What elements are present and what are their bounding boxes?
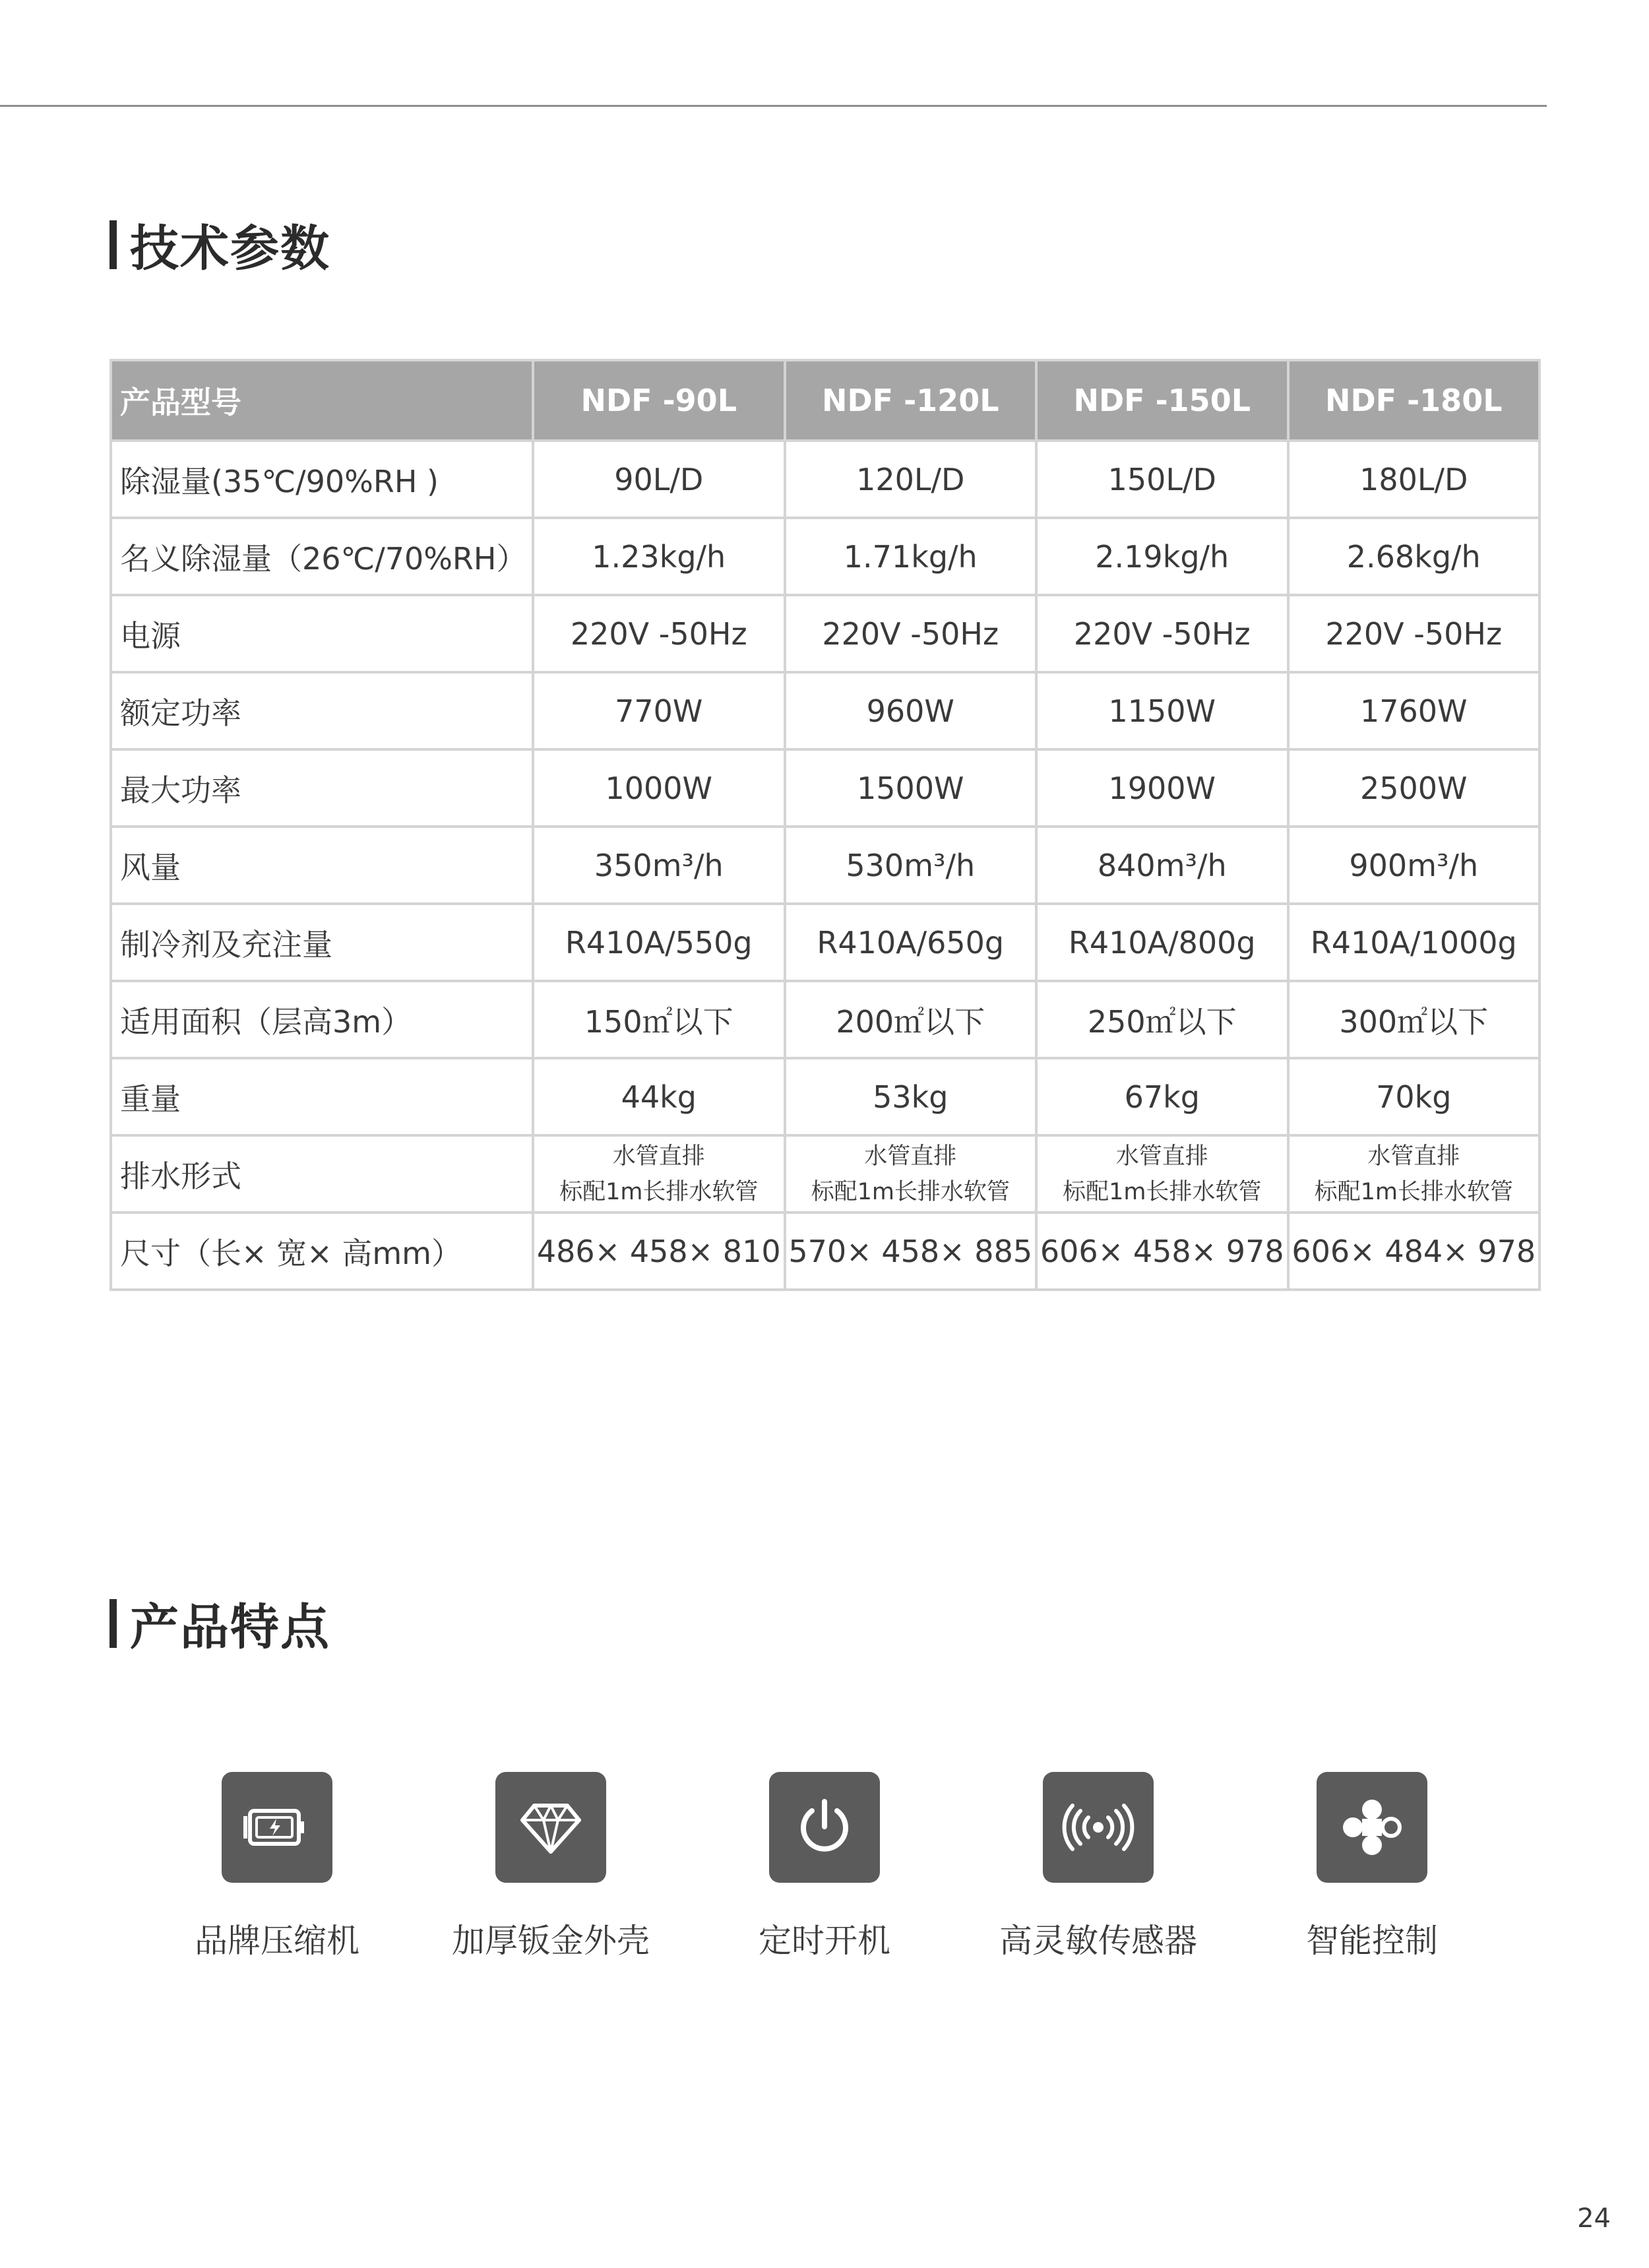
- top-divider: [0, 105, 1547, 107]
- feature-item: [439, 1772, 663, 1962]
- table-cell: [1036, 1135, 1288, 1213]
- table-cell: 1760W: [1288, 672, 1540, 749]
- diamond-icon-svg: [514, 1791, 587, 1864]
- table-row: [111, 595, 1540, 672]
- drain-line-2: 标配1m长排水软管: [1063, 1178, 1262, 1205]
- table-cell: 250㎡以下: [1036, 981, 1288, 1058]
- feature-item: [165, 1772, 389, 1962]
- feature-label: 智能控制: [1306, 1922, 1438, 1960]
- feature-item: [986, 1772, 1210, 1962]
- row-label: 尺寸（长× 宽× 高mm）: [111, 1213, 533, 1290]
- row-label: 最大功率: [111, 749, 533, 827]
- table-row: [111, 518, 1540, 595]
- table-row: [111, 1135, 1540, 1213]
- table-row: [111, 1213, 1540, 1290]
- page-number: 24: [1577, 2203, 1611, 2234]
- row-label: 适用面积（层高3m）: [111, 981, 533, 1058]
- feature-label: 定时开机: [759, 1922, 890, 1960]
- row-label: 重量: [111, 1058, 533, 1135]
- table-cell: 180L/D: [1288, 441, 1540, 518]
- feature-item: [712, 1772, 937, 1962]
- drain-line-1: 水管直排: [1115, 1143, 1208, 1170]
- table-row: [111, 1058, 1540, 1135]
- table-row: [111, 981, 1540, 1058]
- drain-line-2: 标配1m长排水软管: [811, 1178, 1010, 1205]
- compressor-battery-icon: [222, 1772, 332, 1883]
- table-cell: R410A/1000g: [1288, 904, 1540, 981]
- table-cell: 1.71kg/h: [785, 518, 1037, 595]
- row-label: 排水形式: [111, 1135, 533, 1213]
- table-row: [111, 904, 1540, 981]
- table-row: [111, 441, 1540, 518]
- table-cell: 530m³/h: [785, 827, 1037, 904]
- features-title-text: 产品特点: [130, 1599, 330, 1656]
- table-cell: 1150W: [1036, 672, 1288, 749]
- sensor-signal-icon: [1043, 1772, 1154, 1883]
- table-row: [111, 827, 1540, 904]
- row-label: 名义除湿量（26℃/70%RH）: [111, 518, 533, 595]
- feature-label: 品牌压缩机: [195, 1922, 359, 1960]
- table-cell: 200㎡以下: [785, 981, 1037, 1058]
- row-label: 制冷剂及充注量: [111, 904, 533, 981]
- table-cell: 150L/D: [1036, 441, 1288, 518]
- table-cell: 606× 484× 978: [1288, 1213, 1540, 1290]
- table-row: [111, 749, 1540, 827]
- table-cell: 220V -50Hz: [785, 595, 1037, 672]
- table-cell: 220V -50Hz: [1288, 595, 1540, 672]
- table-cell: 570× 458× 885: [785, 1213, 1037, 1290]
- table-cell: 2.19kg/h: [1036, 518, 1288, 595]
- table-cell: 2.68kg/h: [1288, 518, 1540, 595]
- sensor-signal-icon-svg: [1062, 1791, 1135, 1864]
- drain-line-1: 水管直排: [1367, 1143, 1460, 1170]
- drain-line-2: 标配1m长排水软管: [1314, 1178, 1513, 1205]
- table-row: [111, 672, 1540, 749]
- table-cell: 150㎡以下: [533, 981, 785, 1058]
- power-icon: [769, 1772, 880, 1883]
- feature-label: 加厚钣金外壳: [452, 1922, 650, 1960]
- table-cell: 350m³/h: [533, 827, 785, 904]
- table-cell: 44kg: [533, 1058, 785, 1135]
- drain-line-1: 水管直排: [612, 1143, 705, 1170]
- table-cell: 220V -50Hz: [1036, 595, 1288, 672]
- table-cell: 770W: [533, 672, 785, 749]
- header-label: 产品型号: [111, 360, 533, 441]
- table-cell: 2500W: [1288, 749, 1540, 827]
- table-cell: 1000W: [533, 749, 785, 827]
- header-model: NDF -180L: [1288, 360, 1540, 441]
- title-accent-bar: [109, 1599, 117, 1648]
- table-cell: 486× 458× 810: [533, 1213, 785, 1290]
- table-cell: 1900W: [1036, 749, 1288, 827]
- smart-nodes-icon-svg: [1336, 1791, 1408, 1864]
- table-cell: 220V -50Hz: [533, 595, 785, 672]
- drain-line-1: 水管直排: [864, 1143, 957, 1170]
- power-icon-svg: [788, 1791, 861, 1864]
- feature-label: 高灵敏传感器: [999, 1922, 1197, 1960]
- row-label: 额定功率: [111, 672, 533, 749]
- spec-table: [109, 359, 1541, 1291]
- smart-nodes-icon: [1317, 1772, 1427, 1883]
- table-cell: 90L/D: [533, 441, 785, 518]
- table-cell: R410A/800g: [1036, 904, 1288, 981]
- table-cell: [533, 1135, 785, 1213]
- diamond-icon: [495, 1772, 606, 1883]
- table-cell: 900m³/h: [1288, 827, 1540, 904]
- title-accent-bar: [109, 220, 117, 269]
- table-cell: 960W: [785, 672, 1037, 749]
- table-cell: 67kg: [1036, 1058, 1288, 1135]
- table-cell: 840m³/h: [1036, 827, 1288, 904]
- table-header-row: [111, 360, 1540, 441]
- table-cell: R410A/650g: [785, 904, 1037, 981]
- drain-line-2: 标配1m长排水软管: [559, 1178, 759, 1205]
- row-label: 电源: [111, 595, 533, 672]
- specs-title-text: 技术参数: [130, 220, 330, 277]
- header-model: NDF -90L: [533, 360, 785, 441]
- header-model: NDF -120L: [785, 360, 1037, 441]
- table-cell: 53kg: [785, 1058, 1037, 1135]
- table-cell: [785, 1135, 1037, 1213]
- table-cell: 606× 458× 978: [1036, 1213, 1288, 1290]
- table-cell: 1.23kg/h: [533, 518, 785, 595]
- table-cell: 300㎡以下: [1288, 981, 1540, 1058]
- row-label: 风量: [111, 827, 533, 904]
- table-cell: 120L/D: [785, 441, 1037, 518]
- row-label: 除湿量(35℃/90%RH ): [111, 441, 533, 518]
- feature-list: [0, 1772, 1649, 1970]
- specs-section-title: [109, 210, 330, 280]
- features-section-title: [109, 1589, 330, 1658]
- compressor-battery-icon-svg: [241, 1791, 313, 1864]
- table-cell: 70kg: [1288, 1058, 1540, 1135]
- table-cell: 1500W: [785, 749, 1037, 827]
- feature-item: [1260, 1772, 1484, 1962]
- table-cell: [1288, 1135, 1540, 1213]
- header-model: NDF -150L: [1036, 360, 1288, 441]
- table-cell: R410A/550g: [533, 904, 785, 981]
